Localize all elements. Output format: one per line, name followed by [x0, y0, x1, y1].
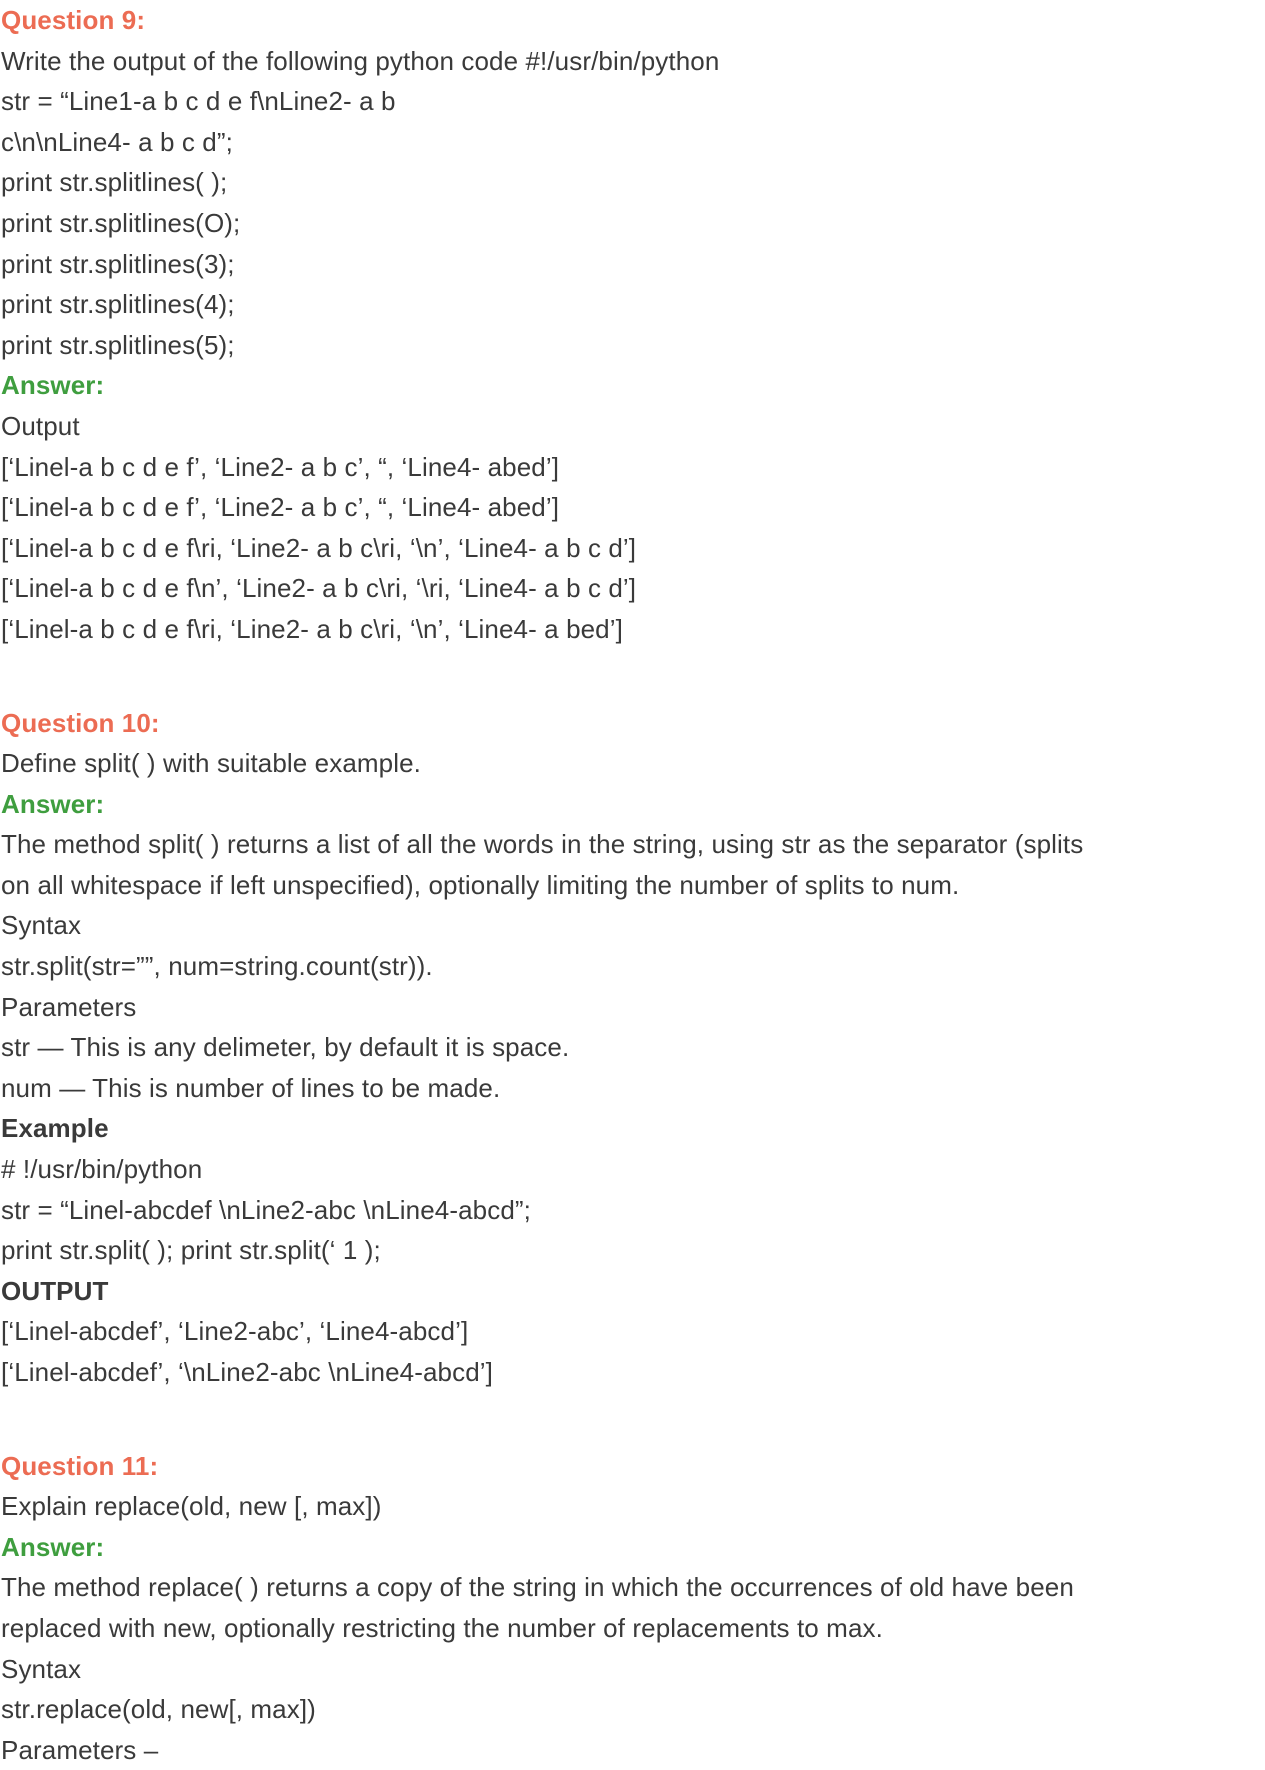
question-9-text: Write the output of the following python code #!/usr/bin/python [1, 45, 720, 76]
example-label: Example [1, 1113, 109, 1144]
syntax-line: str.split(str=””, num=string.count(str)). [1, 951, 433, 982]
answer-line: The method replace( ) returns a copy of the string in which the occurrences of old have been [1, 1572, 1074, 1603]
parameter-line: num — This is number of lines to be made. [1, 1072, 501, 1103]
output-line: [‘Linel-a b c d e f’, ‘Line2- a b c’, “, ‘Line4- abed’] [1, 451, 560, 482]
parameters-label: Parameters [1, 991, 137, 1022]
code-line: c\n\nLine4- a b c d”; [1, 126, 233, 157]
answer-line: The method split( ) returns a list of all the words in the string, using str as the separator (splits [1, 829, 1084, 860]
code-line: print str.splitlines( ); [1, 167, 228, 198]
question-10-answer-label: Answer: [1, 788, 105, 819]
output-label: OUTPUT [1, 1275, 109, 1306]
output-line: [‘Linel-a b c d e f\ri, ‘Line2- a b c\ri, ‘\n’, ‘Line4- a bed’] [1, 613, 623, 644]
question-9-heading: Question 9: [1, 5, 146, 35]
question-10-heading: Question 10: [1, 707, 160, 738]
syntax-line: str.replace(old, new[, max]) [1, 1694, 316, 1725]
section-gap [1, 650, 1265, 703]
question-10-text: Define split( ) with suitable example. [1, 748, 421, 779]
output-line: [‘Linel-abcdef’, ‘Line2-abc’, ‘Line4-abcd’] [1, 1316, 469, 1347]
code-line: print str.split( ); print str.split(‘ 1 ); [1, 1235, 381, 1266]
parameters-label: Parameters – [1, 1734, 159, 1765]
question-11-heading: Question 11: [1, 1450, 159, 1481]
code-line: print str.splitlines(O); [1, 207, 241, 238]
parameter-line: str — This is any delimeter, by default it is space. [1, 1032, 570, 1063]
code-line: print str.splitlines(3); [1, 248, 235, 279]
output-line: [‘Linel-a b c d e f\n’, ‘Line2- a b c\ri, ‘\ri, ‘Line4- a b c d’] [1, 573, 637, 604]
output-label: Output [1, 410, 80, 441]
output-line: [‘Linel-abcdef’, ‘\nLine2-abc \nLine4-abcd’] [1, 1357, 493, 1387]
output-line: [‘Linel-a b c d e f’, ‘Line2- a b c’, “, ‘Line4- abed’] [1, 492, 560, 523]
code-line: print str.splitlines(5); [1, 329, 235, 360]
section-gap [1, 1393, 1265, 1446]
output-line: [‘Linel-a b c d e f\ri, ‘Line2- a b c\ri, ‘\n’, ‘Line4- a b c d’] [1, 532, 637, 563]
answer-line: replaced with new, optionally restricting the number of replacements to max. [1, 1612, 883, 1643]
question-11-text: Explain replace(old, new [, max]) [1, 1491, 382, 1522]
answer-line: on all whitespace if left unspecified), optionally limiting the number of splits to num. [1, 869, 960, 900]
code-line: print str.splitlines(4); [1, 289, 235, 320]
code-line: str = “Line1-a b c d e f\nLine2- a b [1, 86, 396, 117]
code-line: str = “Linel-abcdef \nLine2-abc \nLine4-abcd”; [1, 1194, 531, 1225]
code-line: # !/usr/bin/python [1, 1154, 203, 1185]
syntax-label: Syntax [1, 1653, 82, 1684]
question-9-answer-label: Answer: [1, 370, 105, 401]
question-11-answer-label: Answer: [1, 1531, 105, 1562]
syntax-label: Syntax [1, 910, 82, 941]
